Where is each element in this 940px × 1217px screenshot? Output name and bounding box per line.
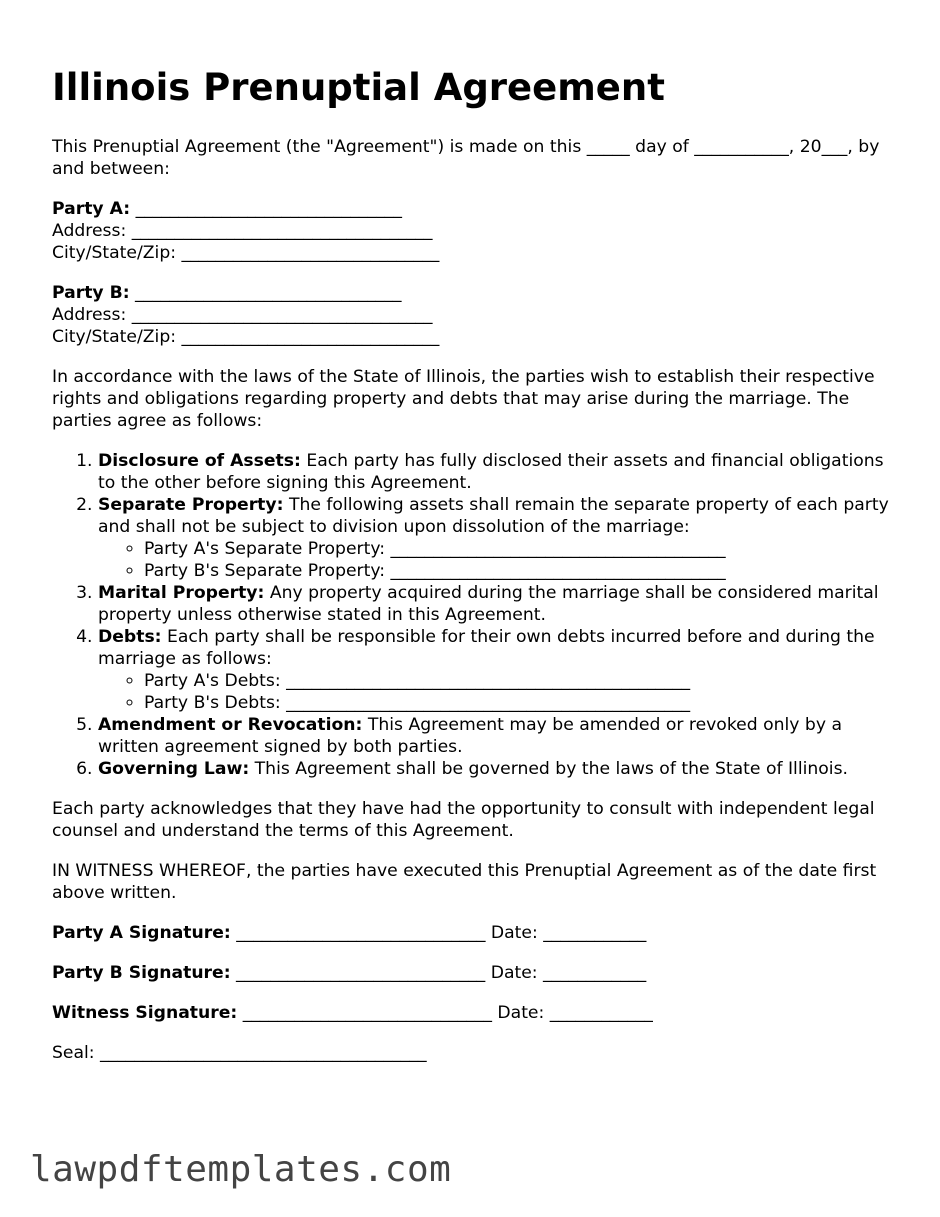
term-heading: Disclosure of Assets: xyxy=(98,451,301,471)
party-b-name-blank[interactable]: _______________________________ xyxy=(129,283,402,303)
term-disclosure xyxy=(98,450,892,494)
party-a-debts-field[interactable]: ◦ Party A's Debts: _______________________________________________ xyxy=(144,670,892,692)
witness-whereof-paragraph: IN WITNESS WHEREOF, the parties have executed this Prenuptial Agreement as of the date first above written. xyxy=(52,861,877,903)
signature-label: Party A Signature: xyxy=(52,923,231,943)
document-page xyxy=(52,66,892,1082)
signature-blank[interactable]: _____________________________ Date: ____________ xyxy=(237,1003,653,1023)
term-debts xyxy=(98,626,892,714)
party-b-name-line[interactable] xyxy=(52,282,892,304)
seal-line[interactable]: Seal: ______________________________________ xyxy=(52,1043,427,1063)
term-text: The following assets shall remain the separate property of each party and shall not be subject to division upon dissolution of the marriage: xyxy=(98,495,889,537)
term-text: Each party has fully disclosed their assets and financial obligations to the other before signing this Agreement. xyxy=(98,451,884,493)
term-separate-property xyxy=(98,494,892,582)
debts-list xyxy=(98,670,892,714)
term-amendment xyxy=(98,714,892,758)
party-b-label: Party B: xyxy=(52,283,130,303)
term-text: Each party shall be responsible for their own debts incurred before and during the marriage as follows: xyxy=(98,627,875,669)
party-b-signature-line[interactable] xyxy=(52,962,892,984)
party-a-city-line[interactable]: City/State/Zip: ______________________________ xyxy=(52,243,440,263)
term-governing-law xyxy=(98,758,892,780)
term-heading: Debts: xyxy=(98,627,162,647)
document-title: Illinois Prenuptial Agreement xyxy=(52,66,665,109)
term-marital-property xyxy=(98,582,892,626)
term-heading: Marital Property: xyxy=(98,583,265,603)
witness-signature-line[interactable] xyxy=(52,1002,892,1024)
signature-blank[interactable]: _____________________________ Date: ____________ xyxy=(230,963,647,983)
intro-paragraph: This Prenuptial Agreement (the "Agreement") is made on this _____ day of ___________, 20___, by and between: xyxy=(52,137,880,179)
separate-property-list xyxy=(98,538,892,582)
party-a-block xyxy=(52,198,892,264)
term-text: This Agreement shall be governed by the laws of the State of Illinois. xyxy=(249,759,848,779)
party-a-signature-line[interactable] xyxy=(52,922,892,944)
term-heading: Amendment or Revocation: xyxy=(98,715,363,735)
party-b-debts-field[interactable]: ◦ Party B's Debts: _______________________________________________ xyxy=(144,692,892,714)
term-text: This Agreement may be amended or revoked only by a written agreement signed by both parties. xyxy=(98,715,843,757)
watermark-text: lawpdftemplates.com xyxy=(30,1149,452,1190)
party-b-separate-property-field[interactable]: ◦ Party B's Separate Property: _______________________________________ xyxy=(144,560,892,582)
party-a-separate-property-field[interactable]: ◦ Party A's Separate Property: _______________________________________ xyxy=(144,538,892,560)
party-a-name-line[interactable] xyxy=(52,198,892,220)
party-b-address-line[interactable]: Address: ___________________________________ xyxy=(52,305,433,325)
term-heading: Separate Property: xyxy=(98,495,284,515)
term-heading: Governing Law: xyxy=(98,759,250,779)
party-b-block xyxy=(52,282,892,348)
term-text: Any property acquired during the marriage shall be considered marital property unless otherwise stated in this Agreement. xyxy=(98,583,879,625)
party-a-name-blank[interactable]: _______________________________ xyxy=(130,199,402,219)
terms-list xyxy=(52,450,892,780)
signature-label: Witness Signature: xyxy=(52,1003,238,1023)
signature-label: Party B Signature: xyxy=(52,963,231,983)
party-b-city-line[interactable]: City/State/Zip: ______________________________ xyxy=(52,327,440,347)
accordance-paragraph: In accordance with the laws of the State of Illinois, the parties wish to establish their respective rights and obligations regarding property and debts that may arise during the marriage. The parties agree as follows: xyxy=(52,367,875,431)
signature-blank[interactable]: _____________________________ Date: ____________ xyxy=(230,923,647,943)
party-a-address-line[interactable]: Address: ___________________________________ xyxy=(52,221,433,241)
acknowledge-paragraph: Each party acknowledges that they have had the opportunity to consult with independent legal counsel and understand the terms of this Agreement. xyxy=(52,799,875,841)
party-a-label: Party A: xyxy=(52,199,131,219)
